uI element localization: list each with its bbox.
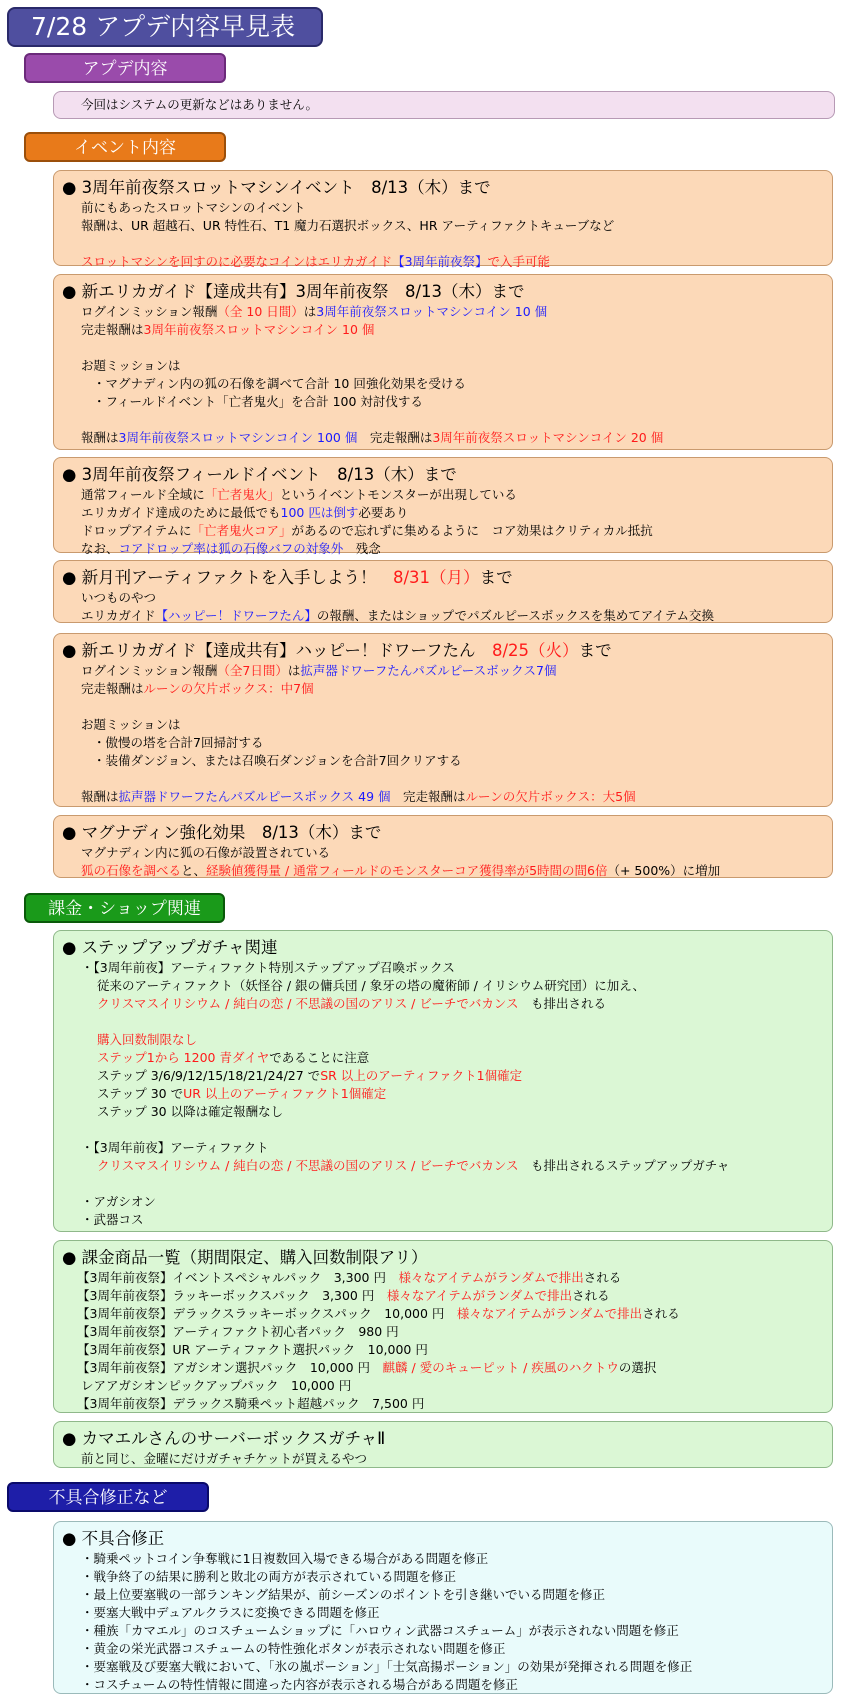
shop-heading: ● 課金商品一覧（期間限定、購入回数制限アリ） (62, 1248, 428, 1267)
event-text: お題ミッションは (81, 717, 181, 732)
shop-text: ・武器コス (81, 1212, 144, 1227)
shop-text: 【3周年前夜祭】UR アーティファクト選択パック 10,000 円 (77, 1342, 428, 1357)
section-label-shop: 課金・ショップ関連 (24, 893, 225, 923)
event-text: 狐の石像を調べると、経験値獲得量 / 通常フィールドのモンスターコア獲得率が5時間の間6倍（+ 500%）に増加 (81, 863, 721, 878)
shop-text: 購入回数制限なし (97, 1032, 198, 1047)
bugfix-item: ・戦争終了の結果に勝利と敗北の両方が表示されている問題を修正 (81, 1569, 457, 1584)
event-text: 報酬は3周年前夜祭スロットマシンコイン 100 個 完走報酬は3周年前夜祭スロットマシンコイン 20 個 (81, 430, 664, 445)
shop-text: ・アガシオン (81, 1194, 156, 1209)
event-text: 通常フィールド全域に「亡者鬼火」というイベントモンスターが出現している (81, 487, 517, 502)
shop-text: 【3周年前夜祭】イベントスペシャルパック 3,300 円 様々なアイテムがランダムで排出される (77, 1270, 622, 1285)
shop-text: ステップ1から 1200 青ダイヤであることに注意 (97, 1050, 370, 1065)
update-note: 今回はシステムの更新などはありません。 (81, 97, 319, 112)
update-note-box (53, 91, 835, 119)
event-heading: ● 新月刊アーティファクトを入手しよう！ 8/31（月）まで (62, 568, 513, 587)
event-text: なお、コアドロップ率は狐の石像バフの対象外 残念 (81, 541, 381, 556)
event-text: スロットマシンを回すのに必要なコインはエリカガイド【3周年前夜祭】で入手可能 (81, 254, 551, 269)
bugfix-item: ・騎乗ペットコイン争奪戦に1日複数回入場できる場合がある問題を修正 (81, 1551, 489, 1566)
event-text: 完走報酬はルーンの欠片ボックス：中7個 (81, 681, 314, 696)
event-text: ・マグナディン内の狐の石像を調べて合計 10 回強化効果を受ける (93, 376, 466, 391)
bugfix-item: ・コスチュームの特性情報に間違った内容が表示される場合がある問題を修正 (81, 1677, 518, 1692)
event-heading: ● 新エリカガイド【達成共有】3周年前夜祭 8/13（木）まで (62, 282, 525, 301)
bugfix-box (53, 1521, 833, 1694)
event-heading: ● 3周年前夜祭スロットマシンイベント 8/13（木）まで (62, 178, 491, 197)
shop-text: ステップ 30 でUR 以上のアーティファクト1個確定 (97, 1086, 387, 1101)
shop-text: 【3周年前夜祭】デラックスラッキーボックスパック 10,000 円 様々なアイテムがランダムで排出される (77, 1306, 680, 1321)
event-text: ログインミッション報酬（全 10 日間）は3周年前夜祭スロットマシンコイン 10 個 (81, 304, 548, 319)
event-text: 報酬は、UR 超越石、UR 特性石、T1 魔力石選択ボックス、HR アーティファクトキューブなど (81, 218, 615, 233)
shop-text: 【3周年前夜祭】デラックス騎乗ペット超越パック 7,500 円 (77, 1396, 425, 1411)
shop-text: ステップ 3/6/9/12/15/18/21/24/27 でSR 以上のアーティファクト1個確定 (97, 1068, 523, 1083)
bugfix-item: ・要塞大戦中デュアルクラスに変換できる問題を修正 (81, 1605, 380, 1620)
bugfix-item: ・要塞戦及び要塞大戦において、「氷の嵐ポーション」「士気高揚ポーション」の効果が発揮される問題を修正 (81, 1659, 693, 1674)
event-text: ・装備ダンジョン、または召喚石ダンジョンを合計7回クリアする (93, 753, 462, 768)
section-label-event: イベント内容 (24, 132, 226, 162)
shop-text: ・【3周年前夜】アーティファクト (81, 1140, 269, 1155)
event-magnadin-buff (53, 815, 833, 878)
shop-text: レアアガシオンピックアップパック 10,000 円 (81, 1378, 352, 1393)
event-field-event (53, 457, 833, 556)
event-text: 前にもあったスロットマシンのイベント (81, 200, 306, 215)
shop-text: ・【3周年前夜】アーティファクト特別ステップアップ召喚ボックス (81, 960, 455, 975)
event-text: ドロップアイテムに「亡者鬼火コア」があるので忘れずに集めるように コア効果はクリティカル抵抗 (81, 523, 653, 538)
event-text: ・傲慢の塔を合計7回掃討する (93, 735, 264, 750)
shop-heading: ● ステップアップガチャ関連 (62, 938, 278, 957)
section-label-bugfix: 不具合修正など (7, 1482, 209, 1512)
page-title: 7/28 アプデ内容早見表 (7, 7, 323, 47)
event-text: 報酬は拡声器ドワーフたんパズルピースボックス 49 個 完走報酬はルーンの欠片ボックス：大5個 (81, 789, 636, 804)
event-erica-guide-anniversary (53, 274, 833, 450)
event-text: エリカガイド【ハッピー！ドワーフたん】の報酬、またはショップでパズルピースボックスを集めてアイテム交換 (81, 608, 715, 623)
event-heading: ● 3周年前夜祭フィールドイベント 8/13（木）まで (62, 465, 457, 484)
bugfix-list (54, 1550, 832, 1694)
event-text: いつものやつ (81, 590, 157, 605)
shop-text: クリスマスイリシウム / 純白の恋 / 不思議の国のアリス / ビーチでバカンス も排出されるステップアップガチャ (97, 1158, 730, 1173)
event-slot-machine (53, 170, 833, 269)
shop-text: クリスマスイリシウム / 純白の恋 / 不思議の国のアリス / ビーチでバカンス も排出される (97, 996, 606, 1011)
shop-text: 【3周年前夜祭】ラッキーボックスパック 3,300 円 様々なアイテムがランダムで排出される (77, 1288, 610, 1303)
event-text: ログインミッション報酬（全7日間）は拡声器ドワーフたんパズルピースボックス7個 (81, 663, 557, 678)
shop-text: 従来のアーティファクト（妖怪谷 / 銀の傭兵団 / 象牙の塔の魔術師 / イリシウム研究団）に加え、 (97, 978, 645, 993)
bugfix-heading: ● 不具合修正 (62, 1529, 165, 1548)
shop-text: ステップ 30 以降は確定報酬なし (97, 1104, 284, 1119)
shop-server-box-gacha (53, 1421, 833, 1468)
bugfix-item: ・種族「カマエル」のコスチュームショップに「ハロウィン武器コスチューム」が表示されない問題を修正 (81, 1623, 679, 1638)
event-text: ・フィールドイベント「亡者鬼火」を合計 100 対討伐する (93, 394, 423, 409)
shop-stepup-gacha (53, 930, 833, 1232)
event-text: 完走報酬は3周年前夜祭スロットマシンコイン 10 個 (81, 322, 375, 337)
bugfix-item: ・黄金の栄光武器コスチュームの特性強化ボタンが表示されない問題を修正 (81, 1641, 506, 1656)
event-monthly-artifact (53, 560, 833, 623)
event-heading: ● 新エリカガイド【達成共有】ハッピー！ドワーフたん 8/25（火）まで (62, 641, 612, 660)
bugfix-item: ・最上位要塞戦の一部ランキング結果が、前シーズンのポイントを引き継いでいる問題を修正 (81, 1587, 606, 1602)
event-heading: ● マグナディン強化効果 8/13（木）まで (62, 823, 382, 842)
event-text: お題ミッションは (81, 358, 181, 373)
event-text: マグナディン内に狐の石像が設置されている (81, 845, 331, 860)
shop-text: 【3周年前夜祭】アーティファクト初心者パック 980 円 (77, 1324, 399, 1339)
event-text: エリカガイド達成のために最低でも100 匹は倒す必要あり (81, 505, 409, 520)
shop-text: 【3周年前夜祭】アガシオン選択パック 10,000 円 麒麟 / 愛のキューピット / 疾風のハクトウの選択 (77, 1360, 657, 1375)
shop-text: 前と同じ、金曜にだけガチャチケットが買えるやつ (81, 1451, 368, 1466)
event-erica-guide-dwarf (53, 633, 833, 807)
shop-paid-items (53, 1240, 833, 1413)
shop-heading: ● カマエルさんのサーバーボックスガチャⅡ (62, 1429, 386, 1448)
section-label-update: アプデ内容 (24, 53, 226, 83)
